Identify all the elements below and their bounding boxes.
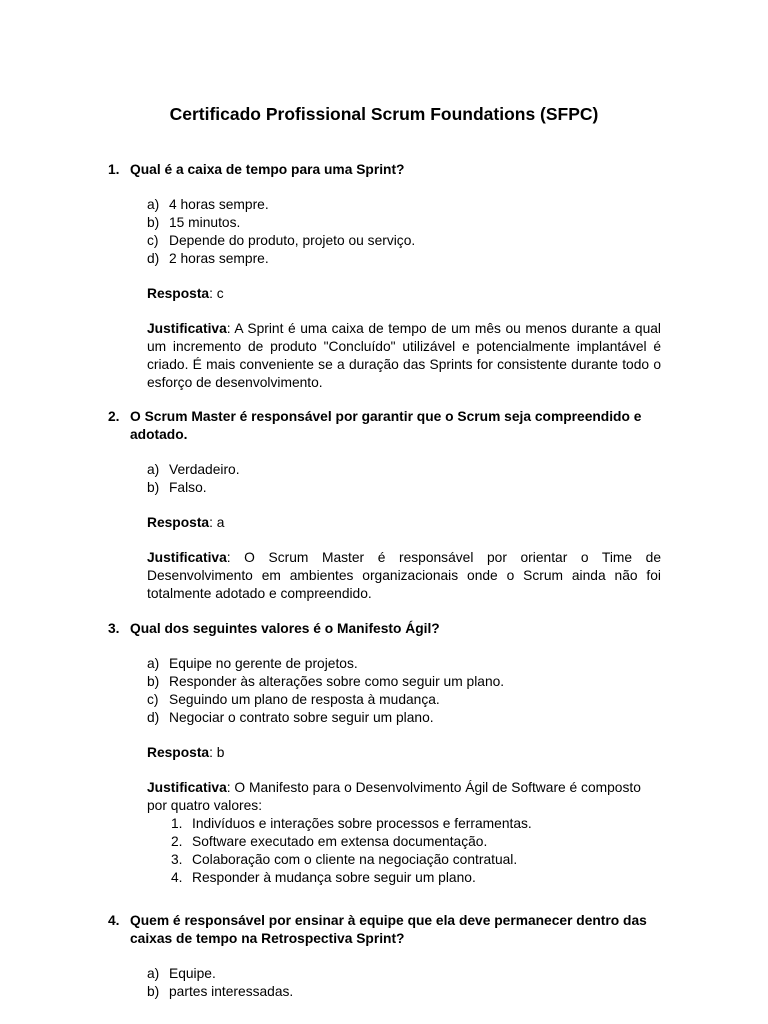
option-b: [147, 673, 668, 691]
agile-values-list: [171, 815, 661, 887]
question-number: 4.: [108, 913, 120, 928]
value-number: 1.: [171, 816, 183, 831]
justification-text: : O Scrum Master é responsável por orientar o Time de Desenvolvimento em ambientes organizacionais onde o Scrum ainda não foi totalmente adotado e compreendido.: [147, 550, 661, 601]
option-letter: b): [147, 984, 160, 999]
question-4: [108, 912, 668, 1001]
option-b: [147, 479, 668, 497]
justification-label: Justificativa: [147, 780, 227, 795]
list-item: [171, 815, 661, 833]
value-text: Indivíduos e interações sobre processos e ferramentas.: [192, 816, 532, 831]
option-letter: b): [147, 215, 160, 230]
justification: [147, 320, 661, 392]
option-text: 4 horas sempre.: [169, 197, 269, 212]
question-heading: [108, 620, 668, 638]
list-item: [171, 851, 661, 869]
question-1: [108, 161, 668, 392]
list-item: [171, 833, 661, 851]
option-c: [147, 232, 668, 250]
answer-label: Resposta: [147, 515, 210, 530]
answer-value: : a: [209, 515, 225, 530]
question-number: 3.: [108, 621, 120, 636]
answer-value: : c: [209, 286, 224, 301]
justification-label: Justificativa: [147, 550, 227, 565]
options-list: [147, 196, 668, 268]
option-letter: d): [147, 710, 160, 725]
option-text: Equipe no gerente de projetos.: [169, 656, 358, 671]
value-text: Responder à mudança sobre seguir um plano.: [192, 870, 476, 885]
question-heading: [108, 161, 668, 179]
option-c: [147, 691, 668, 709]
question-3: [108, 620, 668, 887]
option-text: Verdadeiro.: [169, 462, 240, 477]
question-number: 1.: [108, 162, 120, 177]
justification-text: : O Manifesto para o Desenvolvimento Ágil de Software é composto por quatro valores:: [147, 780, 641, 813]
value-text: Software executado em extensa documentação.: [192, 834, 488, 849]
answer-label: Resposta: [147, 286, 210, 301]
options-list: [147, 655, 668, 727]
value-number: 2.: [171, 834, 183, 849]
answer-value: : b: [209, 745, 225, 760]
justification: [147, 549, 661, 603]
question-text: O Scrum Master é responsável por garantir que o Scrum seja compreendido e adotado.: [130, 409, 642, 442]
value-text: Colaboração com o cliente na negociação contratual.: [192, 852, 518, 867]
option-letter: a): [147, 462, 160, 477]
answer: [147, 744, 668, 762]
question-heading: [108, 408, 668, 444]
option-a: [147, 196, 668, 214]
options-list: [147, 461, 668, 497]
question-text: Qual dos seguintes valores é o Manifesto Ágil?: [130, 621, 440, 636]
answer: [147, 514, 668, 532]
option-text: Falso.: [169, 480, 207, 495]
value-number: 3.: [171, 852, 183, 867]
option-text: Responder às alterações sobre como seguir um plano.: [169, 674, 505, 689]
option-b: [147, 983, 668, 1001]
option-text: 2 horas sempre.: [169, 251, 269, 266]
option-d: [147, 250, 668, 268]
option-text: Seguindo um plano de resposta à mudança.: [169, 692, 440, 707]
option-text: Equipe.: [169, 966, 216, 981]
option-letter: a): [147, 656, 160, 671]
option-text: Depende do produto, projeto ou serviço.: [169, 233, 416, 248]
option-letter: b): [147, 480, 160, 495]
justification-label: Justificativa: [147, 321, 227, 336]
option-text: partes interessadas.: [169, 984, 294, 999]
justification-text: : A Sprint é uma caixa de tempo de um mês ou menos durante a qual um incremento de produto "Concluído" utilizável e potencialmente implantável é criado. É mais conveniente se a duração das Sprints for consistente durante todo o esforço de desenvolvimento.: [147, 321, 661, 390]
page-title: Certificado Profissional Scrum Foundations (SFPC): [169, 104, 599, 124]
option-letter: a): [147, 197, 160, 212]
option-letter: c): [147, 692, 159, 707]
value-number: 4.: [171, 870, 183, 885]
option-a: [147, 965, 668, 983]
option-letter: b): [147, 674, 160, 689]
option-text: Negociar o contrato sobre seguir um plano.: [169, 710, 434, 725]
question-text: Quem é responsável por ensinar à equipe que ela deve permanecer dentro das caixas de tempo na Retrospectiva Sprint?: [130, 913, 647, 946]
option-text: 15 minutos.: [169, 215, 241, 230]
question-text: Qual é a caixa de tempo para uma Sprint?: [130, 162, 405, 177]
options-list: [147, 965, 668, 1001]
answer-label: Resposta: [147, 745, 210, 760]
question-heading: [108, 912, 668, 948]
question-number: 2.: [108, 409, 120, 424]
option-a: [147, 461, 668, 479]
option-a: [147, 655, 668, 673]
list-item: [171, 869, 661, 887]
option-d: [147, 709, 668, 727]
option-letter: c): [147, 233, 159, 248]
option-letter: d): [147, 251, 160, 266]
justification: [147, 779, 661, 887]
question-2: [108, 408, 668, 603]
option-b: [147, 214, 668, 232]
answer: [147, 285, 668, 303]
option-letter: a): [147, 966, 160, 981]
